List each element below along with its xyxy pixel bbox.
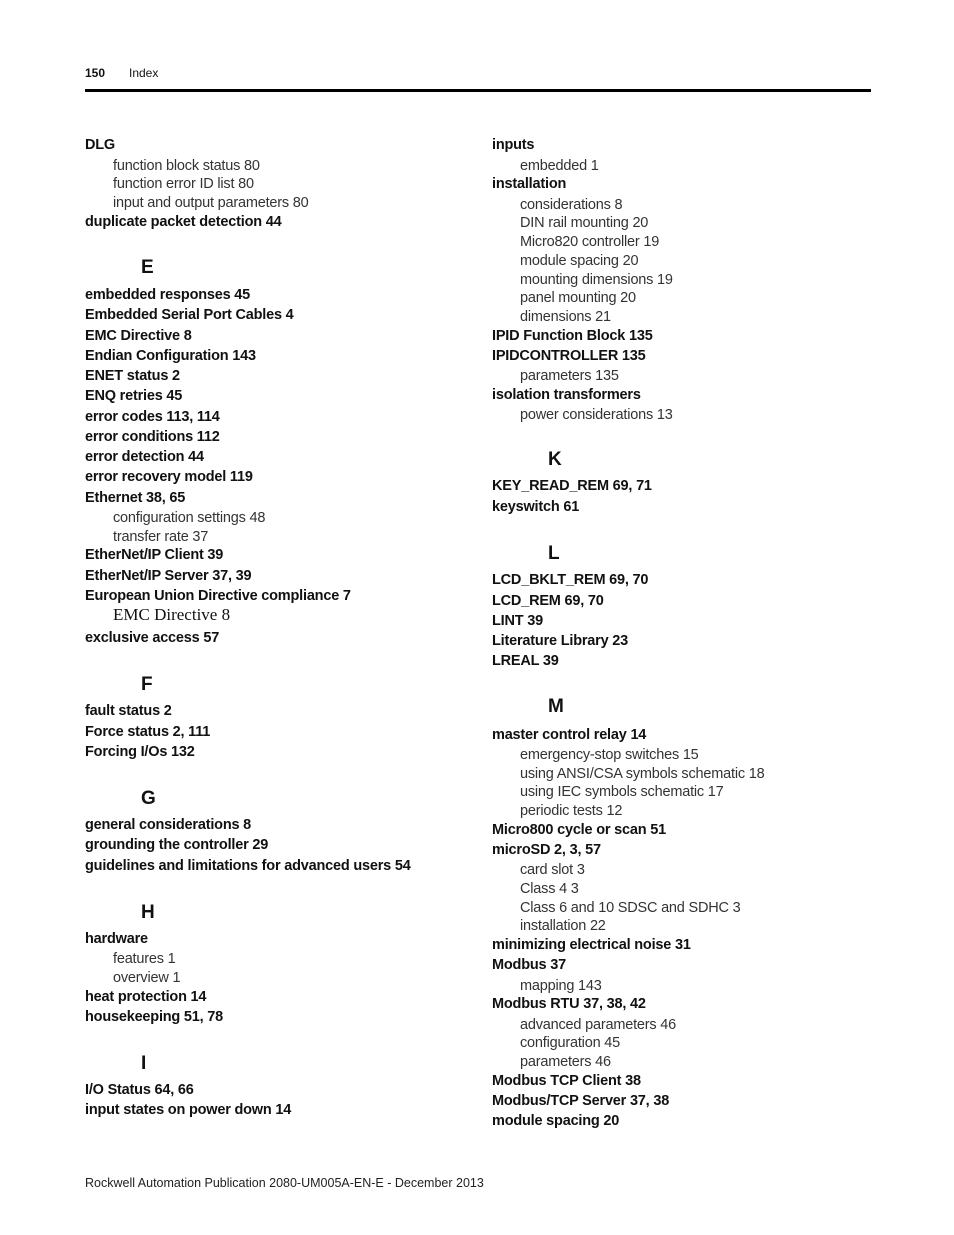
index-subentry: mapping 143 <box>520 978 602 994</box>
index-subentry: transfer rate 37 <box>113 529 209 545</box>
index-letter-heading: H <box>141 902 155 923</box>
index-letter-heading: L <box>548 543 560 564</box>
index-letter-heading: K <box>548 449 562 470</box>
index-subentry: card slot 3 <box>520 862 585 878</box>
index-subentry: DIN rail mounting 20 <box>520 215 649 231</box>
index-entry: Modbus RTU 37, 38, 42 <box>492 996 646 1012</box>
index-subentry: installation 22 <box>520 918 606 934</box>
index-subentry: configuration 45 <box>520 1035 620 1051</box>
index-entry: guidelines and limitations for advanced users 54 <box>85 858 411 874</box>
footer-publication: Rockwell Automation Publication 2080-UM005A-EN-E - December 2013 <box>85 1176 484 1190</box>
index-subentry: function block status 80 <box>113 158 260 174</box>
index-entry: minimizing electrical noise 31 <box>492 937 691 953</box>
index-entry: Embedded Serial Port Cables 4 <box>85 307 294 323</box>
index-entry: DLG <box>85 137 116 153</box>
index-letter-heading: M <box>548 696 564 717</box>
index-entry: LINT 39 <box>492 613 543 629</box>
index-subentry: periodic tests 12 <box>520 803 623 819</box>
index-subentry: mounting dimensions 19 <box>520 272 673 288</box>
index-entry: error codes 113, 114 <box>85 409 220 425</box>
index-entry: inputs <box>492 137 535 153</box>
index-entry: microSD 2, 3, 57 <box>492 842 601 858</box>
index-subentry: input and output parameters 80 <box>113 195 309 211</box>
page-number: 150 <box>85 66 106 80</box>
index-subentry: advanced parameters 46 <box>520 1017 677 1033</box>
index-entry: duplicate packet detection 44 <box>85 214 282 230</box>
index-entry: EtherNet/IP Server 37, 39 <box>85 568 252 584</box>
index-letter-heading: E <box>141 257 154 278</box>
index-entry: hardware <box>85 931 148 947</box>
index-letter-heading: I <box>141 1053 147 1074</box>
index-entry: isolation transformers <box>492 387 641 403</box>
index-subentry: dimensions 21 <box>520 309 611 325</box>
index-entry: Micro800 cycle or scan 51 <box>492 822 666 838</box>
index-subentry: Micro820 controller 19 <box>520 234 660 250</box>
index-letter-heading: F <box>141 674 153 695</box>
index-subentry: considerations 8 <box>520 197 623 213</box>
index-entry: error conditions 112 <box>85 429 220 445</box>
index-entry: installation <box>492 176 567 192</box>
section-title: Index <box>129 66 159 80</box>
index-letter-heading: G <box>141 788 156 809</box>
index-entry: Force status 2, 111 <box>85 724 211 740</box>
index-subentry: configuration settings 48 <box>113 510 266 526</box>
index-entry: Modbus 37 <box>492 957 566 973</box>
index-entry: IPIDCONTROLLER 135 <box>492 348 646 364</box>
index-entry: LCD_REM 69, 70 <box>492 593 604 609</box>
index-entry: input states on power down 14 <box>85 1102 292 1118</box>
index-subentry: parameters 46 <box>520 1054 611 1070</box>
index-entry: keyswitch 61 <box>492 499 580 515</box>
index-entry: EtherNet/IP Client 39 <box>85 547 224 563</box>
index-entry: housekeeping 51, 78 <box>85 1009 224 1025</box>
index-entry: Ethernet 38, 65 <box>85 490 186 506</box>
index-entry: general considerations 8 <box>85 817 252 833</box>
index-entry: ENQ retries 45 <box>85 388 183 404</box>
index-entry: IPID Function Block 135 <box>492 328 653 344</box>
index-subentry: parameters 135 <box>520 368 619 384</box>
index-entry: heat protection 14 <box>85 989 207 1005</box>
header-rule <box>85 89 871 92</box>
index-entry: ENET status 2 <box>85 368 180 384</box>
index-entry: European Union Directive compliance 7 <box>85 588 351 604</box>
index-entry: embedded responses 45 <box>85 287 251 303</box>
index-subentry: using IEC symbols schematic 17 <box>520 784 724 800</box>
index-entry: module spacing 20 <box>492 1113 620 1129</box>
index-subentry: module spacing 20 <box>520 253 639 269</box>
index-entry: grounding the controller 29 <box>85 837 269 853</box>
index-entry: error recovery model 119 <box>85 469 253 485</box>
index-subentry: Class 6 and 10 SDSC and SDHC 3 <box>520 900 741 916</box>
index-subentry: embedded 1 <box>520 158 599 174</box>
index-entry: Forcing I/Os 132 <box>85 744 195 760</box>
index-entry: fault status 2 <box>85 703 172 719</box>
index-subentry: panel mounting 20 <box>520 290 636 306</box>
index-subentry: EMC Directive 8 <box>113 605 231 624</box>
index-entry: error detection 44 <box>85 449 204 465</box>
index-entry: Modbus TCP Client 38 <box>492 1073 641 1089</box>
index-subentry: emergency-stop switches 15 <box>520 747 699 763</box>
index-subentry: using ANSI/CSA symbols schematic 18 <box>520 766 765 782</box>
index-entry: exclusive access 57 <box>85 630 220 646</box>
index-subentry: function error ID list 80 <box>113 176 254 192</box>
index-entry: Literature Library 23 <box>492 633 629 649</box>
index-entry: EMC Directive 8 <box>85 328 192 344</box>
index-subentry: power considerations 13 <box>520 407 673 423</box>
index-entry: LREAL 39 <box>492 653 559 669</box>
index-entry: Modbus/TCP Server 37, 38 <box>492 1093 670 1109</box>
index-entry: Endian Configuration 143 <box>85 348 256 364</box>
index-entry: KEY_READ_REM 69, 71 <box>492 478 652 494</box>
index-entry: LCD_BKLT_REM 69, 70 <box>492 572 649 588</box>
index-subentry: Class 4 3 <box>520 881 579 897</box>
index-subentry: features 1 <box>113 951 176 967</box>
index-entry: I/O Status 64, 66 <box>85 1082 194 1098</box>
index-entry: master control relay 14 <box>492 727 647 743</box>
index-subentry: overview 1 <box>113 970 181 986</box>
